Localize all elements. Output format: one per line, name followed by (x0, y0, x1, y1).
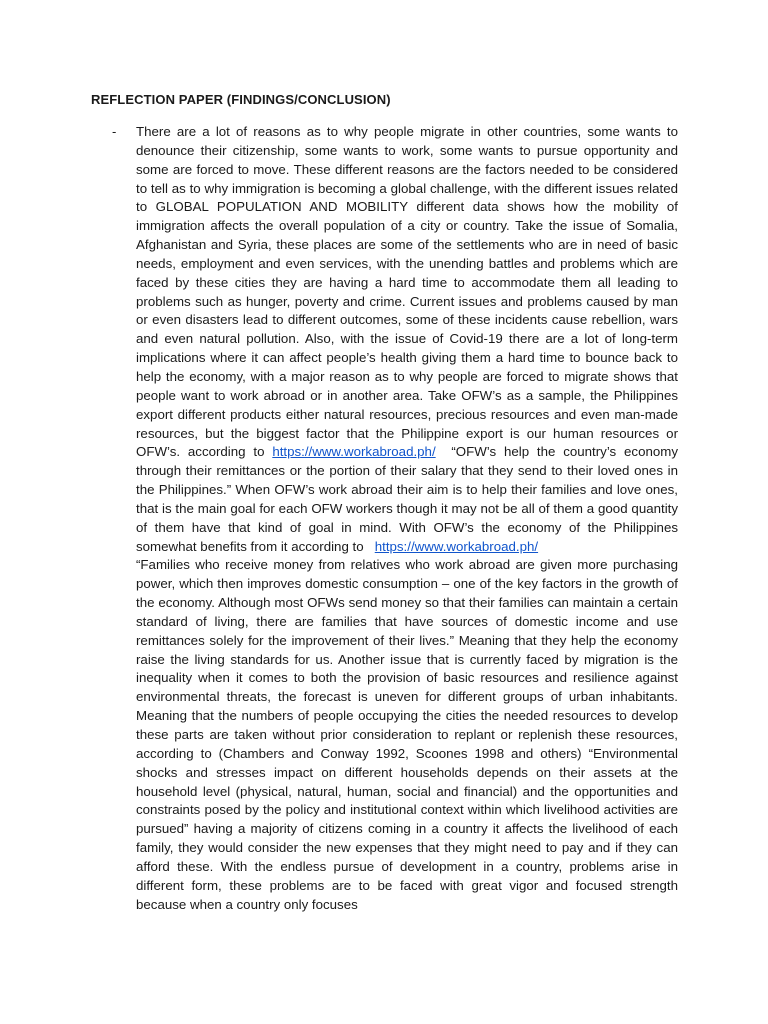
document-title: REFLECTION PAPER (FINDINGS/CONCLUSION) (91, 92, 391, 107)
workabroad-link-2[interactable]: https://www.workabroad.ph/ (374, 538, 539, 554)
paragraph-1-text: There are a lot of reasons as to why people migrate in other countries, some wants to denounce their citizenship, some wants to work, some wants to pursue opportunity and some are forced to move. These different reasons are the factors needed to be considered to tell as to why immigration is becoming a global challenge, with the different issues related to GLOBAL POPULATION AND MOBILITY different data shows how the mobility of immigration affects the overall population of a city or country. Take the issue of Somalia, Afghanistan and Syria, these places are some of the settlements who are in need of basic needs, employment and even services, with the unending battles and problems which are faced by these cities they are having a hard time to accommodate them all leading to problems such as hunger, poverty and crime. Current issues and problems caused by man or even disasters lead to different outcomes, some of these incidents cause rebellion, wars and even natural pollution. Also, with the issue of Covid-19 there are a lot of long-term implications where it can affect people’s health giving them a hard time to bounce back to help the economy, with a major reason as to why people are forced to migrate shows that people want to work abroad or in another area. Take OFW’s as a sample, the Philippines export different products either natural resources, precious resources and even man-made resources, but the biggest factor that the Philippine export is our human resources or OFW’s. according to (136, 124, 678, 460)
paragraph-1-text-continued: “OFW’s help the country’s economy through their remittances or the portion of their salary that they send to their loved ones in the Philippines.” When OFW’s work abroad their aim is to help their families and love ones, that is the main goal for each OFW workers though it may not be all of them a good quantity of them have that kind of goal in mind. With OFW’s the economy of the Philippines somewhat benefits from it according to (136, 444, 678, 554)
workabroad-link-1[interactable]: https://www.workabroad.ph/ (272, 444, 436, 460)
body-text (136, 123, 678, 914)
paragraph-2: “Families who receive money from relatives who work abroad are given more purchasing power, which then improves domestic consumption – one of the key factors in the growth of the economy. Although most OFWs send money so that their families can maintain a certain standard of living, there are families that have sources of domestic income and use remittances solely for the improvement of their lives.” Meaning that they help the economy raise the living standards for us. Another issue that is currently faced by migration is the inequality when it comes to both the provision of basic resources and resilience against environmental threats, the forecast is uneven for different groups of urban inhabitants. Meaning that the numbers of people occupying the cities the needed resources to develop these parts are taken without prior consideration to replant or replenish these resources, according to (Chambers and Conway 1992, Scoones 1998 and others) “Environmental shocks and stresses impact on different households depends on their assets at the household level (physical, natural, human, social and financial) and the opportunities and constraints posed by the policy and institutional context within which livelihood activities are pursued” having a majority of citizens coming in a country it affects the livelihood of each family, they would consider the new expenses that they might need to pay and if they can afford these. With the endless pursue of development in a country, problems arise in different form, these problems are to be faced with great vigor and focused strength because when a country only focuses (136, 557, 678, 912)
paragraph-1 (136, 123, 678, 556)
list-bullet: - (112, 124, 117, 139)
